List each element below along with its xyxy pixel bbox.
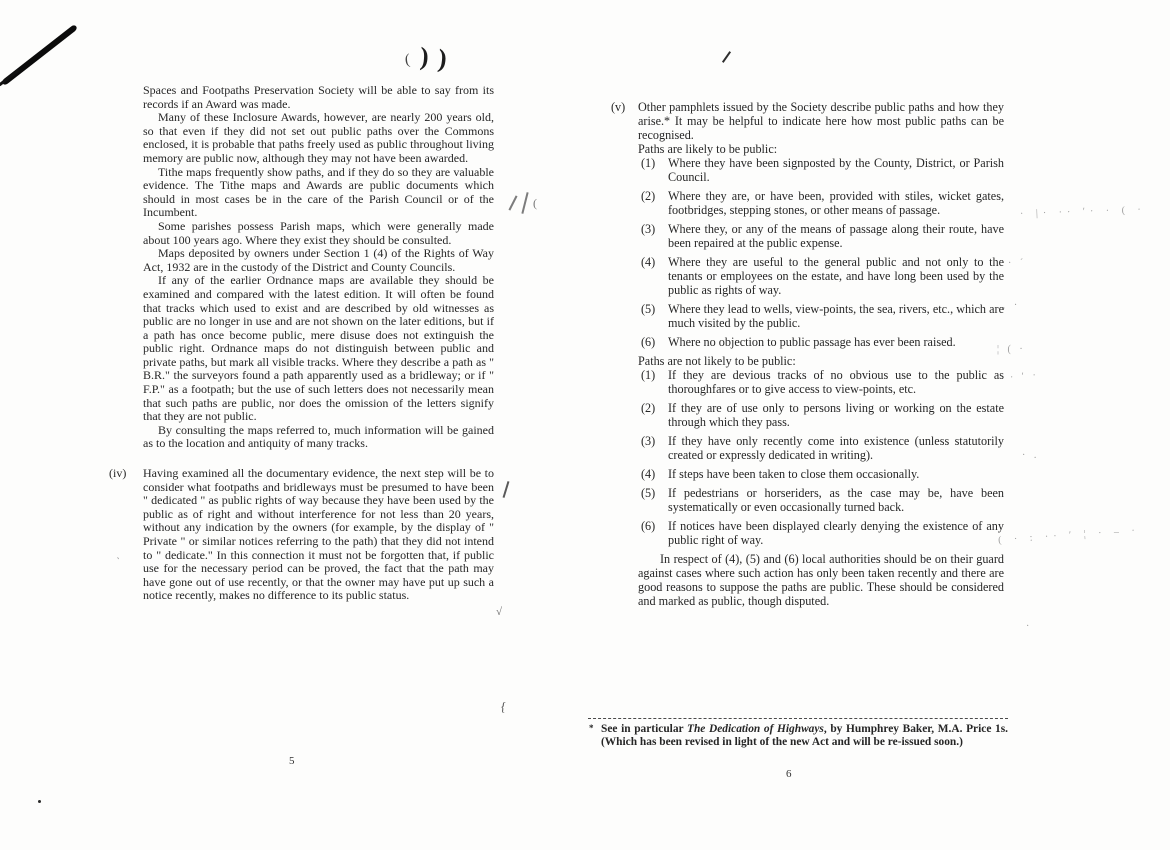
footnote-text: See in particular <box>601 723 688 735</box>
list-item <box>638 222 1004 250</box>
pencil-scribble: · ′ · <box>1009 369 1040 384</box>
page-number-left: 5 <box>289 755 295 767</box>
handwritten-paren-mark: ) <box>419 41 430 72</box>
footnote-marker: * <box>589 723 594 733</box>
pencil-check-mark: √ <box>496 606 503 618</box>
list-item <box>638 434 1004 462</box>
list-item <box>638 467 1004 481</box>
handwritten-paren-mark: ( <box>404 51 411 69</box>
item-text: If steps have been taken to close them occasionally. <box>668 467 920 481</box>
paragraph: Many of these Inclosure Awards, however, are nearly 200 years old, so that even if they did not set out public paths over the Commons enclosed, it is probable that paths freely used as public throughout living memory are public now, although they may not have been awarded. <box>143 110 494 165</box>
pencil-slash-mark <box>503 481 510 498</box>
pen-stroke-tail-mark <box>0 68 20 86</box>
item-number: (1) <box>641 156 656 170</box>
subheading-paths-likely: Paths are likely to be public: <box>638 142 778 156</box>
item-number: (4) <box>641 255 656 269</box>
footnote-title: The Dedication of Highways <box>687 723 824 735</box>
list-item <box>638 519 1004 547</box>
pencil-slash-mark <box>722 51 731 63</box>
page-number-right: 6 <box>786 768 792 780</box>
paragraph: Tithe maps frequently show paths, and if they do so they are valuable evidence. The Tithe maps and Awards are public documents which should in most cases be in the care of the Parish Council or of the Incumbent. <box>143 164 494 220</box>
item-text: Other pamphlets issued by the Society describe public paths and how they arise.* It may be helpful to indicate here how most public paths can be recognised. <box>638 100 1004 142</box>
item-text: Where they, or any of the means of passage along their route, have been repaired at the public expense. <box>668 222 1004 250</box>
pen-stroke-mark <box>1 24 78 86</box>
item-number: (6) <box>641 335 656 349</box>
item-number: (1) <box>641 368 656 382</box>
pencil-scribble: ( · : ·· ′ ¦ · – · <box>997 525 1141 546</box>
item-text: Where no objection to public passage has ever been raised. <box>668 335 956 349</box>
list-item <box>638 368 1004 396</box>
paragraph: Spaces and Footpaths Preservation Society will be able to say from its records if an Award was made. <box>143 83 494 111</box>
list-item <box>638 486 1004 514</box>
item-label: (v) <box>611 100 626 114</box>
list-item <box>638 189 1004 217</box>
item-label: (iv) <box>109 466 127 481</box>
list-item <box>638 255 1004 297</box>
pencil-stroke-mark <box>521 192 528 214</box>
item-text: Where they are, or have been, provided with stiles, wicket gates, footbridges, stepping stones, or other means of passage. <box>668 189 1004 217</box>
handwritten-paren-mark: ) <box>436 43 449 74</box>
pencil-paren-mark: ( <box>533 196 537 210</box>
item-number: (5) <box>641 486 656 500</box>
ink-speck <box>38 800 41 803</box>
item-number: (2) <box>641 401 656 415</box>
pencil-scribble: · <box>1026 621 1033 632</box>
paragraph: By consulting the maps referred to, much information will be gained as to the location and antiquity of many tracks. <box>143 422 494 451</box>
subheading-paths-not-likely: Paths are not likely to be public: <box>638 354 796 368</box>
item-text: Where they have been signposted by the County, District, or Parish Council. <box>668 156 1004 184</box>
item-number: (6) <box>641 519 656 533</box>
pencil-brace-mark: { <box>499 698 508 715</box>
list-item <box>638 302 1004 330</box>
list-item <box>638 401 1004 429</box>
item-number: (4) <box>641 467 656 481</box>
pencil-scribble: · . <box>1022 450 1040 461</box>
item-number: (5) <box>641 302 656 316</box>
left-page-column <box>109 83 494 603</box>
item-text: Where they lead to wells, view-points, the sea, rivers, etc., which are much visited by the public. <box>668 302 1004 330</box>
item-text: If they are devious tracks of no obvious use to the public as thoroughfares or to give access to view-points, etc. <box>668 368 1004 396</box>
item-text: If they are of use only to persons living or working on the estate through which they pass. <box>668 401 1004 429</box>
item-text: Where they are useful to the general public and not only to the tenants or employees on the estate, and have long been used by the public as rights of way. <box>668 255 1004 297</box>
list-item <box>638 335 1004 349</box>
item-text: If notices have been displayed clearly denying the existence of any public right of way. <box>668 519 1004 547</box>
paragraph: Maps deposited by owners under Section 1 (4) of the Rights of Way Act, 1932 are in the custody of the District and County Councils. <box>143 246 494 274</box>
list-item-v <box>611 100 1004 142</box>
item-text: If they have only recently come into existence (unless statutorily created or expressly dedicated in writing). <box>668 434 1004 462</box>
item-text: Having examined all the documentary evidence, the next step will be to consider what footpaths and bridleways must be presumed to have been " dedicated " as public rights of way because they have been used by the public as of right and without interference for not less than 20 years, without any indication by the owners (for example, by the display of " Private " or similar notices referring to the path) that they did not intend to " dedicate." In this connection it must not be forgotten that, if public use for the necessary period can be proved, the fact that the path may have gone out of use recently, or that the owner may have put up such a notice recently, makes no difference to its public status. <box>143 466 494 603</box>
right-page-column <box>611 100 1004 608</box>
closing-paragraph: In respect of (4), (5) and (6) local authorities should be on their guard against cases where such action has only been taken recently and there are good reasons to suppose the paths are public. These should be considered and marked as public, though disputed. <box>638 552 1004 608</box>
paragraph: Some parishes possess Parish maps, which were generally made about 100 years ago. Where they exist they should be consulted. <box>143 218 494 247</box>
item-text: If pedestrians or horseriders, as the case may be, have been systematically or even occasionally turned back. <box>668 486 1004 514</box>
footnote <box>588 718 1008 749</box>
item-number: (3) <box>641 434 656 448</box>
footnote-text: , by Humphrey Baker, M.A. Price 1s. (Which has been revised in light of the new Act and will be re-issued soon.) <box>601 723 1008 748</box>
paragraph: If any of the earlier Ordnance maps are available they should be examined and compared with the latest edition. It will often be found that tracks which used to exist and are described by old witnesses as public are no longer in use and are not shown on the later editions, but if a path has once become public, mere disuse does not extinguish the public right. Ordnance maps do not distinguish between public and private paths, but mark all visible tracks. Where they describe a path as " B.R." the surveyors found a path apparently used as a bridleway; or if " F.P." as a footpath; but the use of such letters does not necessarily mean that such paths are public, nor does the omission of the letters signify that they are not public. <box>143 273 494 424</box>
item-number: (2) <box>641 189 656 203</box>
pencil-scribble: ¦ ( · <box>997 344 1026 355</box>
pencil-stroke-mark <box>508 195 517 210</box>
list-item <box>638 156 1004 184</box>
pencil-scribble: · |· ·· ′· · ( · <box>1019 204 1147 220</box>
pencil-scribble: · ´ <box>1008 258 1027 269</box>
list-item-iv <box>109 466 494 603</box>
pencil-tick-mark: ‵ <box>117 556 120 566</box>
pencil-scribble: ‚ · <box>1002 300 1021 311</box>
item-number: (3) <box>641 222 656 236</box>
